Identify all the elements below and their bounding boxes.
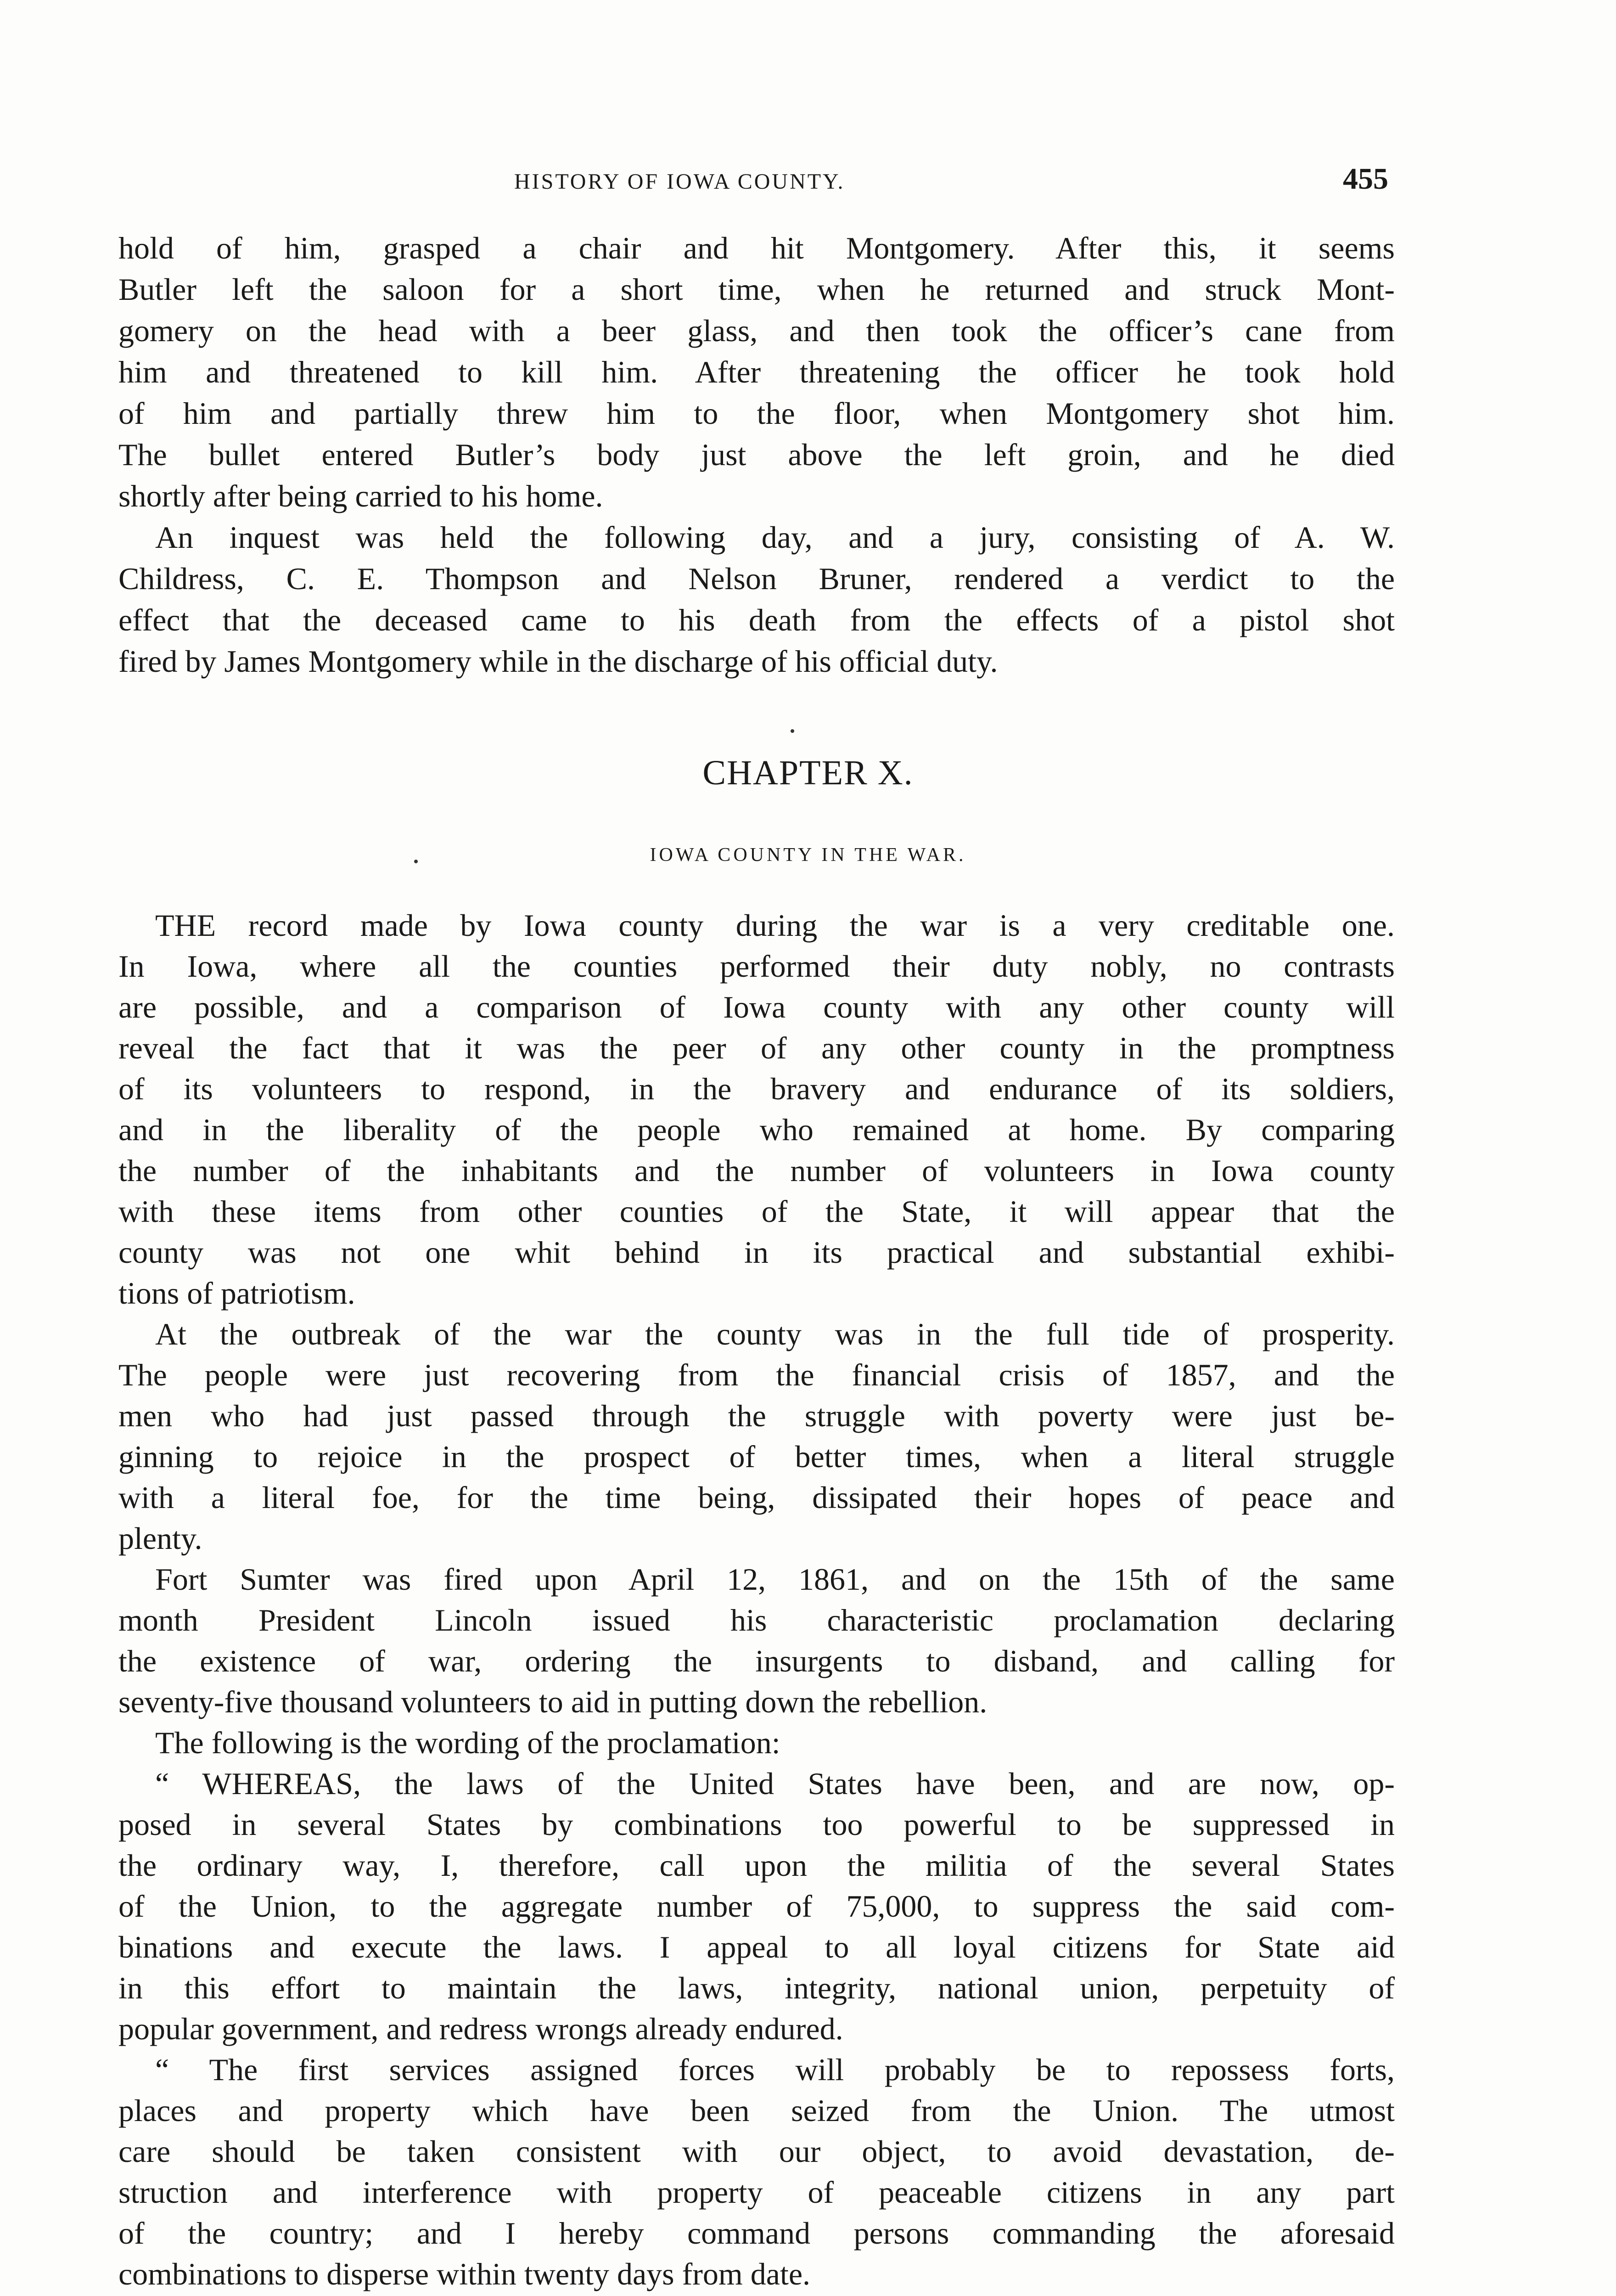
text-line: Childress, C. E. Thompson and Nelson Bruner, rendered a verdict to the xyxy=(118,561,1395,596)
text-line: are possible, and a comparison of Iowa county with any other county will xyxy=(118,990,1395,1024)
text-line: An inquest was held the following day, and a jury, consisting of A. W. xyxy=(155,520,1395,555)
text-line: binations and execute the laws. I appeal to all loyal citizens for State aid xyxy=(118,1930,1395,1964)
text-line: combinations to disperse within twenty days from date. xyxy=(118,2257,811,2291)
text-line: plenty. xyxy=(118,1521,202,1556)
text-line: struction and interference with property of peaceable citizens in any part xyxy=(118,2175,1395,2210)
text-line: the existence of war, ordering the insurgents to disband, and calling for xyxy=(118,1643,1395,1678)
text-line: of him and partially threw him to the floor, when Montgomery shot him. xyxy=(118,396,1395,431)
chapter-title: CHAPTER X. xyxy=(702,754,914,792)
text-line: with these items from other counties of the State, it will appear that the xyxy=(118,1194,1395,1229)
text-line: The following is the wording of the proclamation: xyxy=(155,1725,780,1760)
text-line: the number of the inhabitants and the number of volunteers in Iowa county xyxy=(118,1153,1395,1188)
text-line: The bullet entered Butler’s body just above the left groin, and he died xyxy=(118,437,1395,472)
text-line: hold of him, grasped a chair and hit Montgomery. After this, it seems xyxy=(118,231,1395,265)
text-line: shortly after being carried to his home. xyxy=(118,478,603,513)
chapter-subtitle: IOWA COUNTY IN THE WAR. xyxy=(650,844,966,866)
page-number: 455 xyxy=(1343,162,1388,196)
text-line: gomery on the head with a beer glass, and then took the officer’s cane from xyxy=(118,313,1395,348)
text-line: In Iowa, where all the counties performed their duty nobly, no contrasts xyxy=(118,949,1395,984)
text-line xyxy=(155,2294,1395,2296)
text-line: “ The first services assigned forces will probably be to repossess forts, xyxy=(155,2052,1395,2087)
text-line: At the outbreak of the war the county was in the full tide of prosperity. xyxy=(155,1317,1395,1351)
text-line: “ WHEREAS, the laws of the United States have been, and are now, op- xyxy=(155,1766,1395,1801)
text-line: of its volunteers to respond, in the bravery and endurance of its soldiers, xyxy=(118,1071,1395,1106)
text-line: ginning to rejoice in the prospect of better times, when a literal struggle xyxy=(118,1439,1395,1474)
running-head: HISTORY OF IOWA COUNTY. xyxy=(514,169,845,194)
text-line: and in the liberality of the people who remained at home. By comparing xyxy=(118,1112,1395,1147)
text-line: tions of patriotism. xyxy=(118,1276,355,1311)
text-line: The people were just recovering from the financial crisis of 1857, and the xyxy=(118,1357,1395,1392)
text-line: month President Lincoln issued his characteristic proclamation declaring xyxy=(118,1603,1395,1638)
text-line: Butler left the saloon for a short time, when he returned and struck Mont- xyxy=(118,272,1395,307)
text-line: in this effort to maintain the laws, integrity, national union, perpetuity of xyxy=(118,1970,1395,2005)
stray-mark xyxy=(791,729,794,733)
text-line: Fort Sumter was fired upon April 12, 1861, and on the 15th of the same xyxy=(155,1562,1395,1597)
text-line: of the country; and I hereby command persons commanding the aforesaid xyxy=(118,2216,1395,2251)
text-line: popular government, and redress wrongs already endured. xyxy=(118,2011,843,2046)
text-line: the ordinary way, I, therefore, call upon the militia of the several States xyxy=(118,1848,1395,1883)
text-line: with a literal foe, for the time being, dissipated their hopes of peace and xyxy=(118,1480,1395,1515)
text-line: county was not one whit behind in its practical and substantial exhibi- xyxy=(118,1235,1395,1270)
text-line: men who had just passed through the struggle with poverty were just be- xyxy=(118,1398,1395,1433)
text-line: places and property which have been seized from the Union. The utmost xyxy=(118,2093,1395,2128)
text-line: care should be taken consistent with our object, to avoid devastation, de- xyxy=(118,2134,1395,2169)
text-line: of the Union, to the aggregate number of 75,000, to suppress the said com- xyxy=(118,1889,1395,1924)
text-line: fired by James Montgomery while in the discharge of his official duty. xyxy=(118,644,998,679)
text-line: THE record made by Iowa county during the war is a very creditable one. xyxy=(155,908,1395,943)
text-line: reveal the fact that it was the peer of any other county in the promptness xyxy=(118,1030,1395,1065)
text-line: posed in several States by combinations too powerful to be suppressed in xyxy=(118,1807,1395,1842)
text-line: him and threatened to kill him. After threatening the officer he took hold xyxy=(118,355,1395,389)
text-line: seventy-five thousand volunteers to aid in putting down the rebellion. xyxy=(118,1684,988,1719)
text-line: effect that the deceased came to his death from the effects of a pistol shot xyxy=(118,602,1395,637)
